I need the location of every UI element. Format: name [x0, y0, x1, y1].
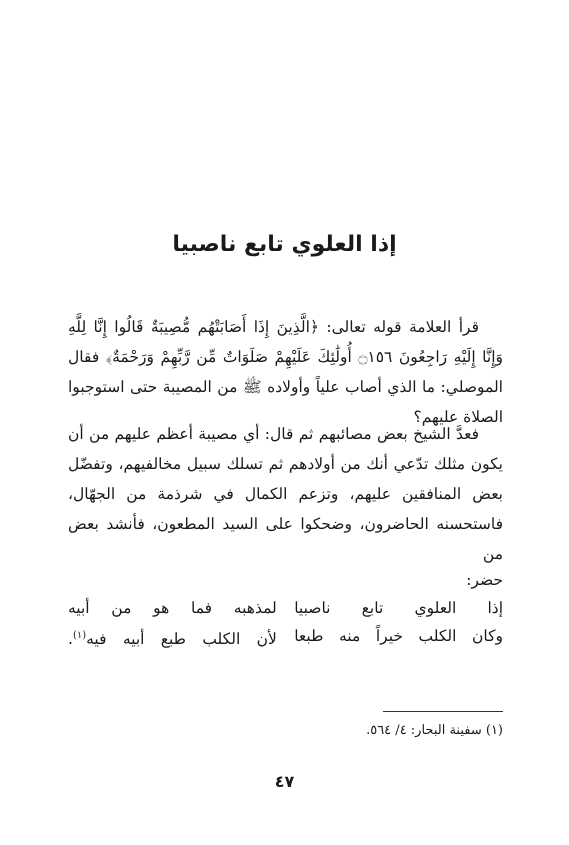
section-title: إذا العلوي تابع ناصبيا — [172, 232, 397, 257]
verse-2-second-hemistich-wrap — [68, 622, 277, 650]
verse-2-first-hemistich: وكان الكلب خيراً منه طبعا — [294, 627, 503, 645]
paragraph-2: فعدَّ الشيخ بعض مصائبهم ثم قال: أي مصيبة أعظم عليهم من أن يكون مثلك تدّعي أنك من أولادهم ثم تسلك سبيل مخالفيهم، وتفضّل بعض المنافقين عليهم، وتزعم الكمال في شرذمة من الجهّال، فاستحسنه الحاضرون، وضحكوا على السيد المطعون، فأنشد بعض من — [68, 425, 503, 563]
verse-1-second-hemistich: لمذهبه فما هو من أبيه — [68, 599, 277, 617]
paragraph-1: قرأ العلامة قوله تعالى: ﴿الَّذِينَ إِذَا أَصَابَتْهُم مُّصِيبَةٌ قَالُوا إِنَّا لِلَّهِ وَإِنَّا إِلَيْهِ رَاجِعُونَ ۝١٥٦ أُولَٰئِكَ عَلَيْهِمْ صَلَوَاتٌ مِّن رَّبِّهِمْ وَرَحْمَةٌ﴾ فقال الموصلي: ما الذي أصاب علياً وأولاده ﷺ من المصيبة حتى استوجبوا الصلاة عليهم؟ — [68, 318, 504, 426]
verse-2-second-hemistich: لأن الكلب طبع أبيه فيه — [86, 630, 277, 649]
verse-1-first-hemistich: إذا العلوي تابع ناصبيا — [294, 599, 503, 617]
poem-verse-1 — [68, 594, 503, 622]
footnote: (١) سفينة البحار: ٤/ ٥٦٤. — [366, 723, 503, 738]
poem-verse-2 — [68, 622, 503, 650]
verse-2-end-mark: . — [68, 630, 73, 649]
page-number: ٤٧ — [274, 772, 295, 791]
poem — [68, 594, 503, 650]
footnote-marker: (١) — [72, 630, 87, 641]
paragraph-2-tail: حضر: — [466, 571, 503, 589]
footnote-divider — [383, 711, 503, 712]
